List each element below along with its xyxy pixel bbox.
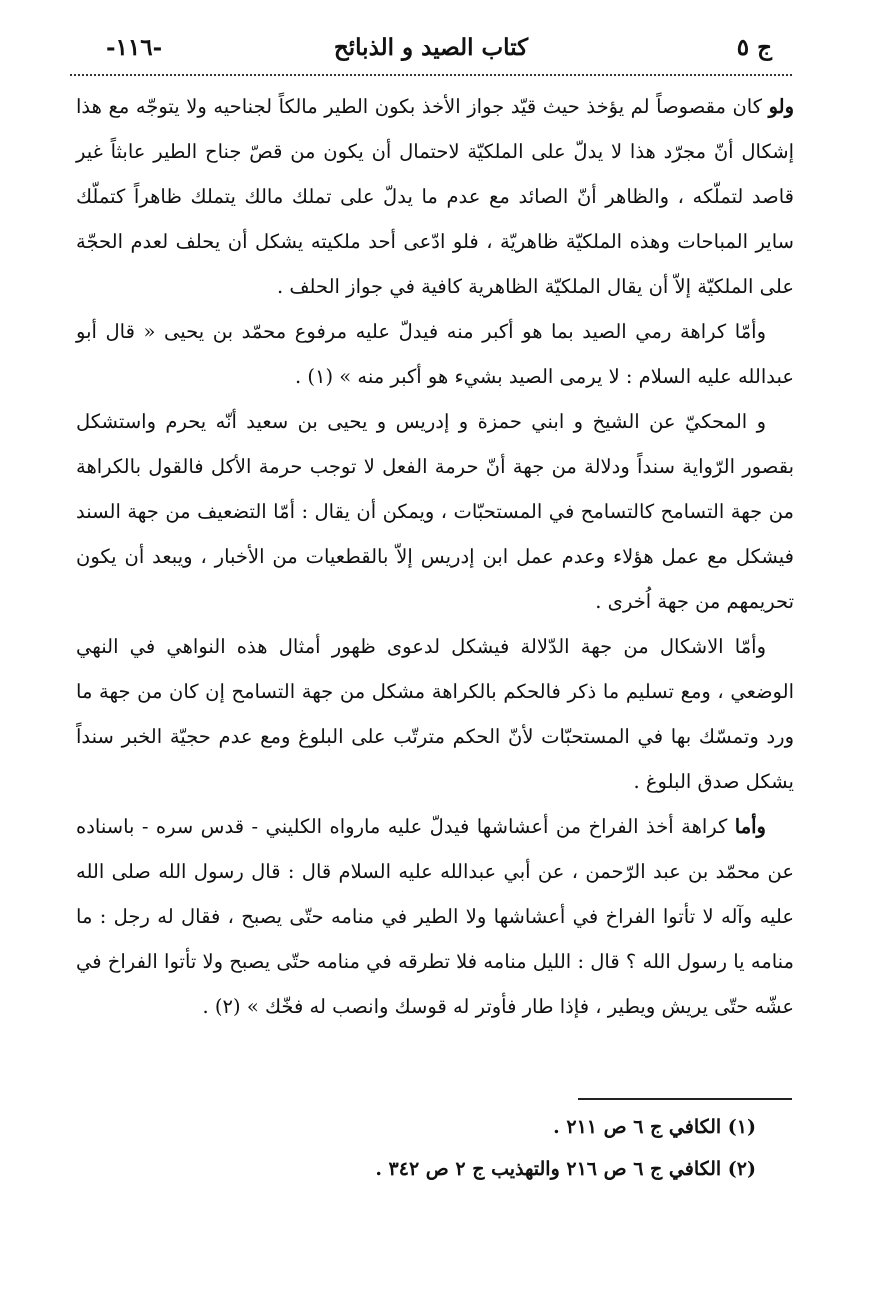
book-title: كتاب الصيد و الذبائح bbox=[333, 34, 529, 61]
volume-label: ج ٥ bbox=[736, 34, 772, 61]
footnotes bbox=[76, 1106, 756, 1190]
paragraph-lead: و المحكيّ bbox=[684, 410, 766, 433]
paragraph-lead: ولو bbox=[768, 95, 794, 118]
paragraph bbox=[76, 84, 794, 309]
paragraph-text: عن الشيخ و ابني حمزة و إدريس و يحيى بن سعيد أنّه يحرم واستشكل بقصور الرّواية سنداً ودلالة من جهة أنّ حرمة الفعل لا توجب حرمة الأكل فالقول بالكراهة من جهة التسامح كالتسامح في المستحبّات ، ويمكن أن يقال : أمّا التضعيف من جهة السند فيشكل مع عمل هؤلاء وعدم عمل ابن إدريس إلاّ بالقطعيات من الأخبار ، ويبعد أن يكون تحريمهم من جهة اُخرى . bbox=[76, 410, 794, 613]
footnote-divider bbox=[578, 1098, 792, 1100]
paragraph bbox=[76, 804, 794, 1029]
paragraph-lead: وأمّا bbox=[734, 320, 766, 343]
footnote-2: (٢) الكافي ج ٦ ص ٢١٦ والتهذيب ج ٢ ص ٣٤٢ . bbox=[375, 1158, 756, 1180]
page-header bbox=[70, 30, 792, 76]
paragraph bbox=[76, 624, 794, 804]
paragraph-text: كان مقصوصاً لم يؤخذ حيث قيّد جواز الأخذ بكون الطير مالكاً لجناحيه ولا يتوجّه مع هذا إشكال أنّ مجرّد هذا لا يدلّ على الملكيّة لاحتمال أن يكون من قصّ جناح الطير عابثاً غير قاصد لتملّكه ، والظاهر أنّ الصائد مع عدم ما يدلّ على تملك مالك يتملك ظاهراً كتملّك ساير المباحات وهذه الملكيّة ظاهريّة ، فلو ادّعى أحد ملكيته يشكل أن يحلف لعدم الحجّة على الملكيّة إلاّ أن يقال الملكيّة الظاهرية كافية في جواز الحلف . bbox=[76, 95, 794, 298]
paragraph bbox=[76, 309, 794, 399]
paragraph-lead: وأمّا bbox=[734, 635, 767, 658]
main-text bbox=[76, 84, 794, 1029]
paragraph-text: كراهة أخذ الفراخ من أعشاشها فيدلّ عليه مارواه الكليني - قدس سره - باسناده عن محمّد بن عبد الرّحمن ، عن أبي عبدالله عليه السلام قال : قال رسول الله صلى الله عليه وآله لا تأتوا الفراخ في أعشاشها ولا الطير في منامه حتّى يصبح ، فقال له رجل : ما منامه يا رسول الله ؟ قال : الليل منامه فلا تطرقه في منامه حتّى يصبح ولا تأتوا الفراخ في عشّه حتّى يريش ويطير ، فإذا طار فأوتر له قوسك وانصب له فخّك » (٢) . bbox=[76, 815, 794, 1018]
paragraph-text: الاشكال من جهة الدّلالة فيشكل لدعوى ظهور أمثال هذه النواهي في النهي الوضعي ، ومع تسليم ما ذكر فالحكم بالكراهة مشكل من جهة التسامح إن كان من جهة ما ورد وتمسّك بها في المستحبّات لأنّ الحكم مترتّب على البلوغ ومع عدم حجيّة الخبر سنداً يشكل صدق البلوغ . bbox=[76, 635, 794, 793]
footnote-1: (١) الكافي ج ٦ ص ٢١١ . bbox=[553, 1116, 756, 1138]
paragraph bbox=[76, 399, 794, 624]
paragraph-text: كراهة رمي الصيد بما هو أكبر منه فيدلّ عليه مرفوع محمّد بن يحيى « قال أبو عبدالله عليه السلام : لا يرمى الصيد بشيء هو أكبر منه » (١) . bbox=[76, 320, 794, 388]
page-number: -١١٦- bbox=[106, 34, 163, 61]
paragraph-lead: وأما bbox=[734, 815, 766, 838]
